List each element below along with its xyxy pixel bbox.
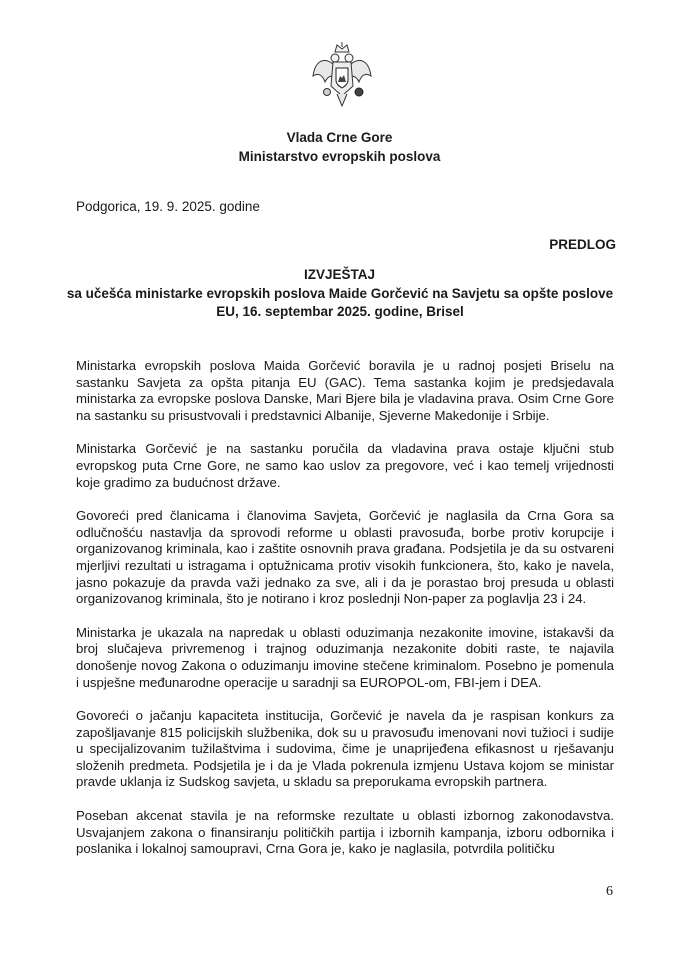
document-subtitle: sa učešća ministarke evropskih poslova Maide Gorčević na Savjetu sa opšte poslove EU, 16. septembar 2025. godine, Brisel: [66, 286, 614, 319]
paragraph: Ministarka je ukazala na napredak u oblasti oduzimanja nezakonite imovine, istakavši da broj slučajeva privremenog i trajnog oduzimanja nezakonite dobiti raste, te najavila donošenje novog Zakona o oduzimanju imovine stečene kriminalom. Posebno je pomenula i uspješne međunarodne operacije u saradnji sa EUROPOL-om, FBI-jem i DEA.: [76, 624, 614, 690]
paragraph: Govoreći o jačanju kapaciteta institucija, Gorčević je navela da je raspisan konkurs za zapošljavanje 815 policijskih službenika, dok su u pravosuđu imenovani novi tužioci i sudije u specijalizovanim tužilaštvima i sudovima, čime je unaprijeđena efikasnost u rješavanju složenih predmeta. Podsjetila je i da je Vlada pokrenula izmjenu Ustava kojom se ministar pravde uklanja iz Sudskog savjeta, u skladu sa preporukama evropskih partnera.: [76, 708, 614, 790]
page-number: 6: [606, 884, 613, 899]
paragraph: Ministarka Gorčević je na sastanku poručila da vladavina prava ostaje ključni stub evropskog puta Crne Gore, ne samo kao uslov za pregovore, već i kao temelj vrijednosti koje gradimo za budućnost države.: [76, 441, 614, 490]
ministry-name: Ministarstvo evropskih poslova: [238, 149, 441, 164]
state-coat-of-arms-icon: [309, 42, 375, 110]
paragraph: Ministarka evropskih poslova Maida Gorčević boravila je u radnoj posjeti Briselu na sastanku Savjeta za opšta pitanja EU (GAC). Tema sastanka kojim je predsjedavala ministarka za evropske poslova Danske, Mari Bjere bila je vladavina prava. Osim Crne Gore na sastanku su prisustvovali i predstavnici Albanije, Sjeverne Makedonije i Srbije.: [76, 358, 614, 423]
report-body: [76, 358, 614, 875]
paragraph: Govoreći pred članicama i članovima Savjeta, Gorčević je naglasila da Crna Gora sa odlučnošću nastavlja da sprovodi reforme u oblasti pravosuđa, borbe protiv korupcije i organizovanog kriminala, kao i zaštite osnovnih prava građana. Podsjetila je da su ostvareni mjerljivi rezultati u istragama i optužnicama protiv visokih funkcionera, što, kako je navela, jasno pokazuje da pravda važi jednako za sve, ali i da je porastao broj presuda u oblasti organizovanog kriminala, što je notirano i kroz poslednji Non-paper za poglavlja 23 i 24.: [76, 508, 614, 607]
document-title: IZVJEŠTAJ: [303, 267, 376, 282]
document-label: PREDLOG: [549, 237, 616, 252]
government-name: Vlada Crne Gore: [286, 130, 393, 145]
place-and-date: Podgorica, 19. 9. 2025. godine: [76, 199, 260, 214]
paragraph: Poseban akcenat stavila je na reformske rezultate u oblasti izbornog zakonodavstva. Usvajanjem zakona o finansiranju političkih partija i izbornih kampanja, izboru odbornika i poslanika i lokalnoj samoupravi, Crna Gora je, kako je naglasila, potvrdila političku: [76, 808, 614, 857]
